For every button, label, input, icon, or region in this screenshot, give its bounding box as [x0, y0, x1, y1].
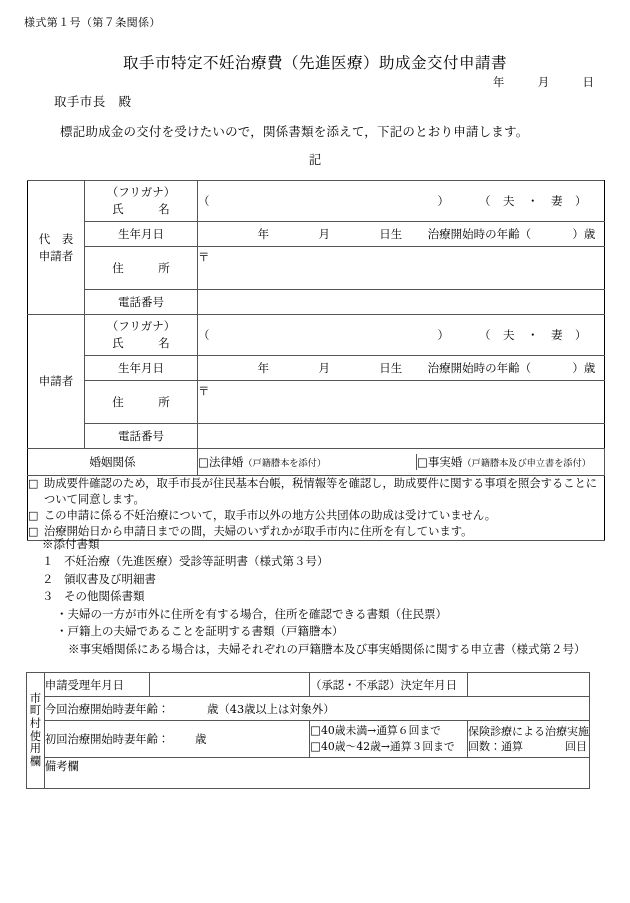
furigana-entry-line: [198, 193, 604, 209]
field-dob-rep[interactable]: [198, 222, 605, 247]
consent-item-2-text: この申請に係る不妊治療について，取手市以外の地方公共団体の助成は受けていません。: [44, 509, 497, 523]
label-address-app: 住 所: [85, 381, 198, 424]
current-age-line: [45, 703, 335, 716]
checkbox-icon[interactable]: □: [310, 723, 322, 738]
age-unit-label: ）歳: [572, 227, 596, 241]
paren-close: ）: [437, 328, 449, 342]
marriage-option-defacto-note: （戸籍謄本及び申立書を添付）: [462, 458, 591, 469]
vertical-char-1: 市: [29, 691, 42, 705]
checkbox-icon[interactable]: □: [310, 739, 322, 753]
field-furigana-name-app[interactable]: [198, 315, 605, 356]
attachment-item-1-text: 不妊治療（先進医療）受診等証明書（様式第３号）: [64, 554, 329, 569]
name-label: 氏 名: [112, 202, 170, 216]
checkbox-icon[interactable]: □: [198, 455, 209, 469]
table-row: [28, 449, 605, 476]
paren-open: （: [198, 194, 210, 208]
option-40-to-42-label: 40歳～42歳→通算３回まで: [321, 740, 455, 753]
group-label-line1: 代 表: [38, 231, 74, 246]
insurance-line-2: [468, 739, 589, 754]
date-day-label: 日: [582, 75, 594, 89]
option-under-40[interactable]: [310, 723, 467, 739]
label-marriage-relation: 婚姻関係: [28, 449, 198, 476]
checkbox-icon[interactable]: □: [28, 477, 39, 490]
field-address-app[interactable]: [198, 381, 605, 424]
table-row: [27, 697, 590, 721]
paren-open: （: [198, 328, 210, 342]
furigana-entry-line: [198, 327, 604, 343]
table-row: [28, 356, 605, 381]
name-label: 氏 名: [112, 336, 170, 350]
attachment-item-2-number: ２: [42, 571, 54, 586]
table-row: [27, 721, 590, 758]
table-row: [28, 424, 605, 449]
field-receipt-date[interactable]: [149, 673, 309, 697]
attachment-item-1-number: １: [42, 554, 54, 569]
label-dob-app: 生年月日: [85, 356, 198, 381]
first-age-unit: 歳: [195, 733, 207, 746]
current-age-label: 今回治療開始時妻年齢：: [44, 702, 170, 716]
insurance-count-unit: 回目: [565, 740, 587, 753]
table-row: [28, 247, 605, 290]
furigana-label: （フリガナ）: [106, 319, 176, 334]
field-tel-app[interactable]: [198, 424, 605, 449]
table-row: [28, 290, 605, 315]
vertical-char-2: 町: [29, 704, 42, 718]
attachments-section: [42, 536, 586, 658]
document-title: 取手市特定不妊治療費（先進医療）助成金交付申請書: [122, 54, 507, 72]
first-age-label: 初回治療開始時妻年齢：: [44, 733, 170, 746]
dob-day-label: 日生: [379, 361, 403, 375]
postal-mark-icon: 〒: [198, 384, 210, 398]
insurance-treatment-count[interactable]: [468, 721, 590, 758]
checkbox-icon[interactable]: □: [28, 525, 39, 539]
label-furigana-name-app: [85, 315, 198, 356]
option-40-to-42[interactable]: [310, 739, 467, 755]
label-address-rep: 住 所: [85, 247, 198, 290]
attachment-item-3-text: その他関係書類: [64, 589, 145, 604]
table-row: [27, 758, 590, 789]
first-treatment-age-cell[interactable]: [44, 721, 309, 758]
date-year-label: 年: [492, 75, 505, 89]
dob-year-label: 年: [257, 361, 270, 375]
table-row: [28, 315, 605, 356]
attachments-heading: ※添付書類: [42, 537, 100, 551]
marriage-option-legal[interactable]: [198, 454, 417, 470]
checkbox-icon[interactable]: □: [417, 455, 428, 469]
date-month-label: 月: [537, 75, 550, 89]
checkbox-icon[interactable]: □: [28, 509, 39, 523]
vertical-char-6: 欄: [29, 754, 42, 768]
attachment-item-3-number: ３: [42, 589, 54, 604]
field-dob-app[interactable]: [198, 356, 605, 381]
label-furigana-name-rep: [85, 181, 198, 222]
spouse-choice-app[interactable]: （ 夫 ・ 妻 ）: [479, 328, 587, 342]
table-row: [27, 673, 590, 697]
field-decision-date[interactable]: [468, 673, 590, 697]
dob-day-label: 日生: [379, 227, 403, 241]
dob-year-label: 年: [257, 227, 270, 241]
vertical-char-4: 使: [29, 729, 42, 743]
table-row: [28, 222, 605, 247]
consent-item-3-text: 治療開始日から申請日までの間，夫婦のいずれかが取手市内に住所を有しています。: [44, 525, 473, 539]
marriage-options-container: [198, 449, 605, 476]
dob-entry-line: [198, 360, 604, 376]
age-at-start-label: 治療開始時の年齢（: [427, 227, 532, 241]
group-label-representative: [28, 181, 85, 315]
spouse-choice-rep[interactable]: （ 夫 ・ 妻 ）: [479, 194, 587, 208]
postal-mark-icon: 〒: [198, 250, 210, 264]
attachment-subitem-2: ・戸籍上の夫婦であることを証明する書類（戸籍謄本）: [56, 624, 344, 639]
submission-date-line: [493, 74, 594, 90]
municipal-use-vertical-label: [27, 673, 45, 789]
field-tel-rep[interactable]: [198, 290, 605, 315]
remarks-field[interactable]: [44, 758, 589, 789]
addressee: 取手市長 殿: [54, 94, 132, 109]
applicant-table: [27, 180, 605, 541]
ki-mark: 記: [308, 152, 322, 167]
remarks-label: 備考欄: [44, 760, 79, 773]
age-at-start-label: 治療開始時の年齢（: [427, 361, 532, 375]
label-decision-date: （承認・不承認）決定年月日: [310, 673, 468, 697]
attachment-item-3: [42, 588, 586, 605]
consent-block: [28, 476, 605, 541]
vertical-char-3: 村: [29, 716, 42, 730]
consent-item-2[interactable]: [28, 508, 604, 524]
current-age-note: （43歳以上は対象外）: [218, 702, 335, 716]
current-treatment-age-row[interactable]: [44, 697, 589, 721]
marriage-option-defacto[interactable]: [417, 454, 605, 470]
dob-month-label: 月: [318, 361, 330, 375]
vertical-char-5: 用: [29, 742, 42, 756]
group-label-line2: 申請者: [38, 248, 74, 263]
consent-item-1-text: 助成要件確認のため，取手市長が住民基本台帳，税情報等を確認し，助成要件に関する事項を照会することについて同意します。: [44, 477, 598, 507]
first-age-line: [45, 733, 207, 746]
dob-month-label: 月: [318, 227, 330, 241]
table-row: [28, 476, 605, 541]
option-under-40-label: 40歳未満→通算６回まで: [321, 724, 441, 738]
intro-paragraph: 標記助成金の交付を受けたいので，関係書類を添えて，下記のとおり申請します。: [60, 124, 529, 139]
label-receipt-date: 申請受理年月日: [44, 673, 149, 697]
furigana-label: （フリガナ）: [106, 185, 176, 200]
field-address-rep[interactable]: [198, 247, 605, 290]
attachment-item-2-text: 領収書及び明細書: [64, 571, 156, 586]
attachment-subitem-1: ・夫婦の一方が市外に住所を有する場合，住所を確認できる書類（住民票）: [56, 606, 447, 621]
age-unit-label: ）歳: [572, 361, 596, 375]
label-tel-rep: 電話番号: [85, 290, 198, 315]
form-number: 様式第１号（第７条関係）: [24, 16, 161, 29]
marriage-option-legal-note: （戸籍謄本を添付）: [243, 458, 327, 469]
group-label-line1: 申請者: [38, 374, 74, 389]
insurance-count-label: 回数：通算: [468, 740, 523, 753]
paren-close: ）: [437, 194, 449, 208]
field-furigana-name-rep[interactable]: [198, 181, 605, 222]
marriage-option-legal-label: 法律婚: [208, 455, 244, 469]
label-dob-rep: 生年月日: [85, 222, 198, 247]
current-age-unit: 歳: [207, 702, 219, 716]
group-label-applicant: [28, 315, 85, 449]
label-tel-app: 電話番号: [85, 424, 198, 449]
attachment-item-1: [42, 553, 586, 570]
consent-item-1[interactable]: [28, 476, 604, 508]
insurance-line-1: 保険診療による治療実施: [468, 724, 589, 738]
attachment-note: ※事実婚関係にある場合は，夫婦それぞれの戸籍謄本及び事実婚関係に関する申立書（様式第２号）: [68, 641, 586, 656]
dob-entry-line: [198, 226, 604, 242]
table-row: [28, 381, 605, 424]
attachment-item-2: [42, 571, 586, 588]
marriage-option-defacto-label: 事実婚: [427, 455, 463, 469]
municipal-use-table: [26, 672, 590, 789]
table-row: [28, 181, 605, 222]
treatment-count-options[interactable]: [310, 721, 468, 758]
